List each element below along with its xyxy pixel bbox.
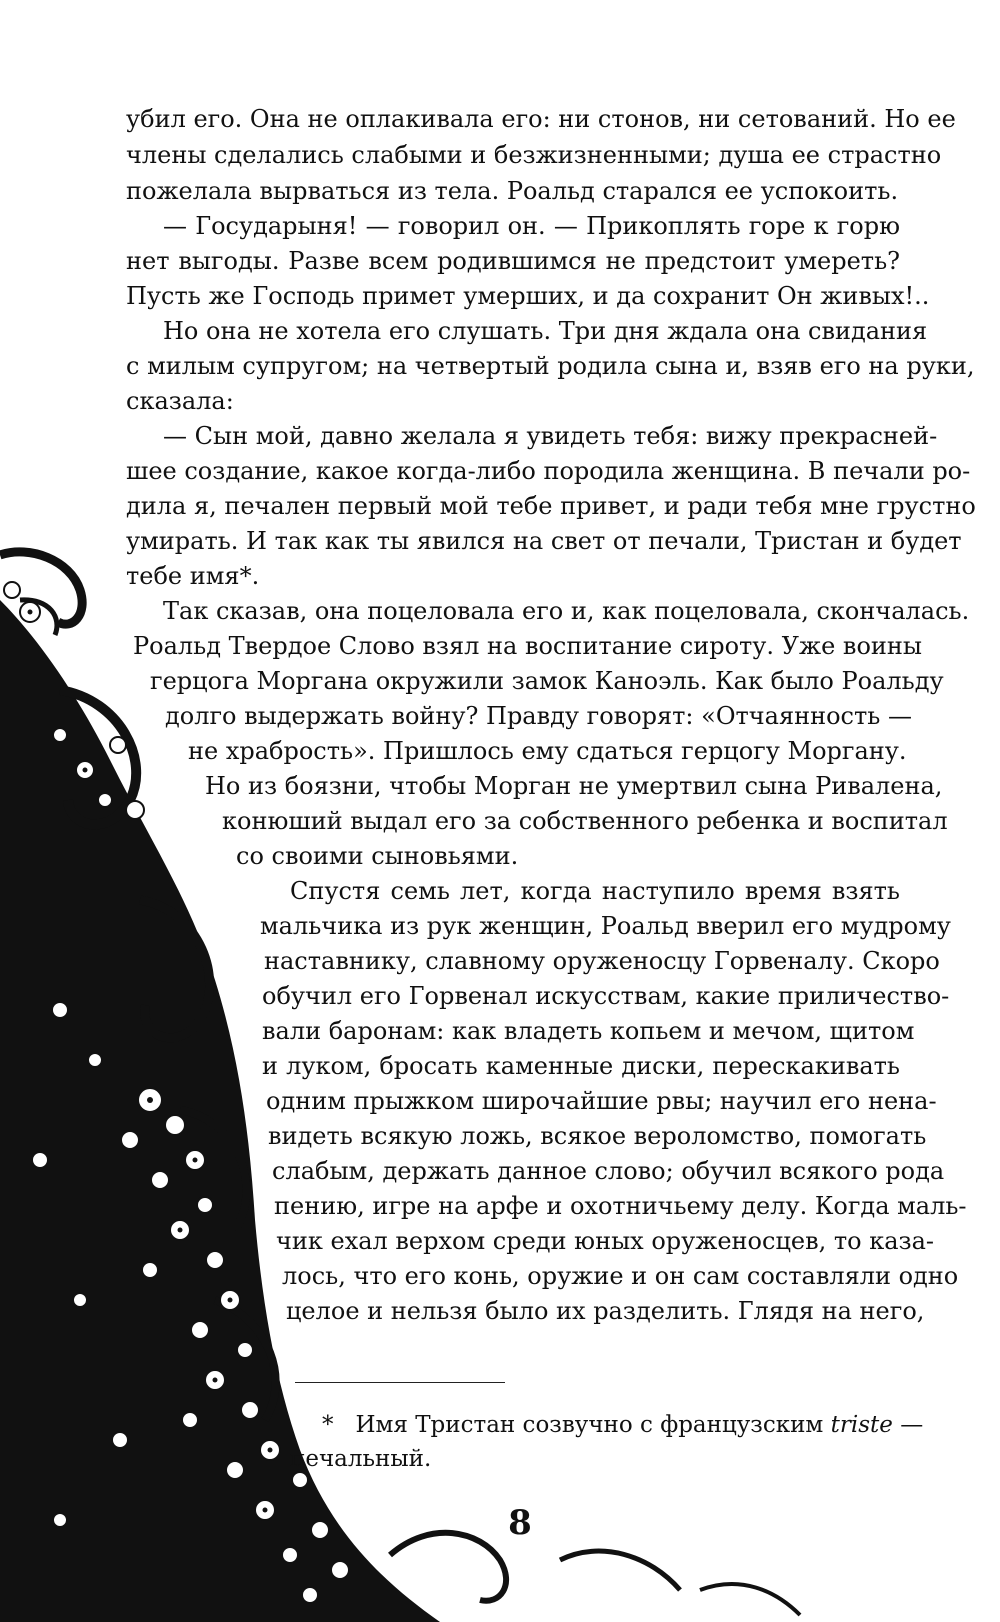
text-line: Спустя семь лет, когда наступило время взять [290,877,900,905]
text-line: дила я, печален первый мой тебе привет, и ради тебя мне грустно [126,492,976,520]
footnote-line-2: печальный. [290,1446,432,1472]
text-line: и луком, бросать каменные диски, перескакивать [262,1052,900,1080]
text-line: Так сказав, она поцеловала его и, как поцеловала, скончалась. [163,597,970,625]
footnote-marker: * [322,1412,334,1438]
text-line: Но из боязни, чтобы Морган не умертвил сына Ривалена, [205,772,943,800]
text-line: вали баронам: как владеть копьем и мечом, щитом [262,1017,915,1045]
text-line: долго выдержать войну? Правду говорят: «Отчаянность — [165,702,912,730]
text-line: Но она не хотела его слушать. Три дня ждала она свидания [163,317,928,345]
text-line: пению, игре на арфе и охотничьему делу. Когда маль- [274,1192,967,1220]
footnote-text: Имя Тристан созвучно с французским [355,1412,831,1438]
text-line: Роальд Твердое Слово взял на воспитание сироту. Уже воины [133,632,922,660]
footnote-italic-word: triste [830,1412,893,1438]
text-line: нет выгоды. Разве всем родившимся не предстоит умереть? [126,247,900,275]
page-number: 8 [508,1503,532,1543]
text-line: тебе имя*. [126,562,260,590]
text-line: чик ехал верхом среди юных оруженосцев, то каза- [276,1227,935,1255]
text-line: слабым, держать данное слово; обучил всякого рода [272,1157,945,1185]
footnote-line [322,1408,923,1442]
text-line: пожелала вырваться из тела. Роальд старался ее успокоить. [126,177,899,205]
text-line: шее создание, какое когда-либо породила женщина. В печали ро- [126,457,971,485]
text-line: умирать. И так как ты явился на свет от печали, Тристан и будет [126,527,962,555]
text-line: обучил его Горвенал искусствам, какие приличество- [262,982,950,1010]
text-line: герцога Моргана окружили замок Каноэль. Как было Роальду [150,667,944,695]
text-line: мальчика из рук женщин, Роальд вверил его мудрому [260,912,951,940]
text-line: видеть всякую ложь, всякое вероломство, помогать [268,1122,927,1150]
text-line: — Сын мой, давно желала я увидеть тебя: вижу прекрасней- [163,422,938,450]
footnote-divider [295,1382,505,1383]
text-line: — Государыня! — говорил он. — Прикоплять горе к горю [163,212,900,240]
text-line: Пусть же Господь примет умерших, и да сохранит Он живых!.. [126,282,930,310]
text-line: со своими сыновьями. [236,842,519,870]
text-line: лось, что его конь, оружие и он сам составляли одно [282,1262,959,1290]
text-line: не храбрость». Пришлось ему сдаться герцогу Моргану. [188,737,907,765]
text-line: наставнику, славному оруженосцу Горвеналу. Скоро [264,947,940,975]
text-line: конюший выдал его за собственного ребенка и воспитал [222,807,948,835]
text-line: сказала: [126,387,234,415]
text-line: одним прыжком широчайшие рвы; научил его нена- [266,1087,937,1115]
text-line: целое и нельзя было их разделить. Глядя на него, [286,1297,925,1325]
text-line: с милым супругом; на четвертый родила сына и, взяв его на руки, [126,352,975,380]
text-line: члены сделались слабыми и безжизненными; душа ее страстно [126,141,942,169]
footnote-text-end: — [892,1412,924,1438]
text-line: убил его. Она не оплакивала его: ни стонов, ни сетований. Но ее [126,105,956,133]
